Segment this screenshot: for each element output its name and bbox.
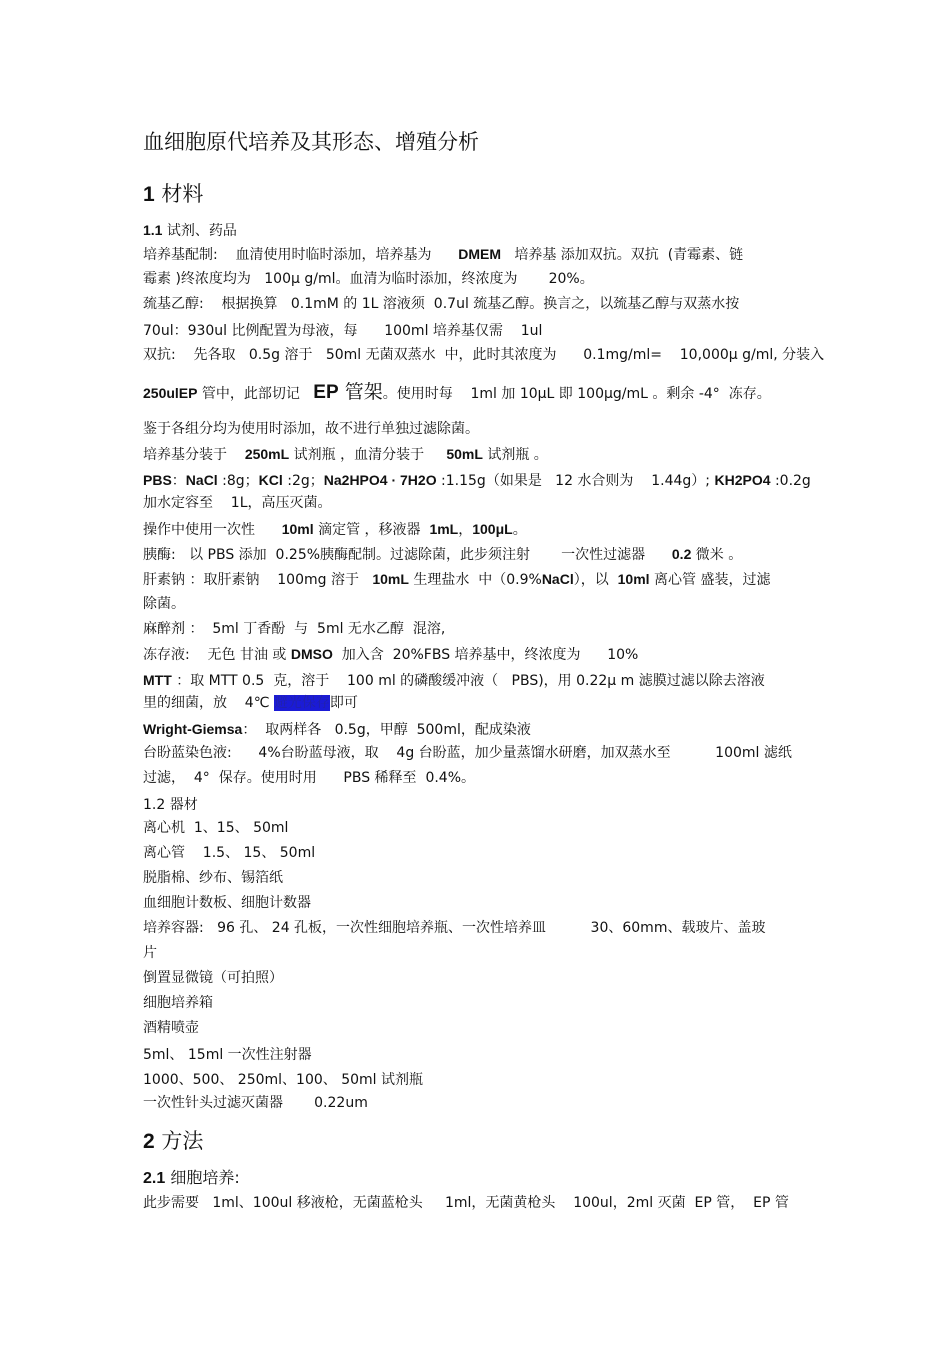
- equip-item: 离心管 1.5、 15、 50ml: [143, 845, 316, 861]
- subsection-2-1-number: 2.1: [143, 1170, 166, 1187]
- hep-e: ），以: [573, 572, 618, 588]
- ops-c: 滴定管 ，移液器: [313, 522, 430, 538]
- medium-line-1: [143, 245, 743, 264]
- antibiotic-text-e: 。使用时每 1ml 加 10μL 即 100μg/mL 。剩余 -4° 冻存。: [382, 386, 771, 402]
- heparin-line-2: 除菌。: [143, 596, 185, 612]
- pbs-b: ：: [171, 473, 186, 489]
- trypan-line-1: 台盼蓝染色液: 4%台盼蓝母液，取 4g 台盼蓝，加少量蒸馏水研磨，加双蒸水至 100ml 滤纸: [143, 745, 792, 761]
- split-a: 培养基分装于: [143, 447, 245, 463]
- split-b: 250mL: [244, 446, 290, 462]
- pbs-c: NaCl: [185, 472, 218, 488]
- hep-a: 肝素钠 ：取肝素钠 100mg 溶于: [143, 572, 373, 588]
- ops-g: 。: [512, 522, 527, 538]
- method-line: 此步需要 1ml、100ul 移液枪，无菌蓝枪头 1ml，无菌黄枪头 100ul，2ml 灭菌 EP 管， EP 管: [143, 1195, 789, 1211]
- ops-b: 10ml: [281, 521, 314, 537]
- anesthetic-line: 麻醉剂 ： 5ml 丁香酚 与 5ml 无水乙醇 混溶,: [143, 621, 446, 637]
- tryp-c: 微米 。: [691, 547, 743, 563]
- pbs-line-2: 加水定容至 1L，高压灭菌。: [143, 495, 332, 511]
- equip-item: 细胞培养箱: [143, 995, 213, 1011]
- mercaptoethanol-line-1: 巯基乙醇: 根据换算 0.1mM 的 1L 溶液须 0.7ul 巯基乙醇。换言之，以巯基乙醇与双蒸水按: [143, 296, 740, 312]
- wright-giemsa-line: [143, 720, 531, 739]
- split-e: 试剂瓶 。: [482, 447, 548, 463]
- pbs-i: KH2PO4: [714, 472, 771, 488]
- medium-line-2: 霉素 )终浓度均为 100μ g/ml。血清为临时添加，终浓度为 20%。: [143, 271, 594, 287]
- operations-line: [143, 520, 527, 539]
- equip-item: 片: [143, 945, 157, 961]
- wg-b: ： 取两样各 0.5g，甲醇 500ml，配成染液: [242, 722, 531, 738]
- hep-g: 离心管 盛装，过滤: [649, 572, 771, 588]
- tryp-b: 0.2: [671, 546, 692, 562]
- mtt-line-2: [143, 694, 358, 712]
- subsection-1-2-heading: 1.2 器材: [143, 797, 198, 813]
- hep-b: 10mL: [372, 571, 409, 587]
- equip-item: 1000、500、 250ml、100、 50ml 试剂瓶: [143, 1072, 424, 1088]
- equip-item: 一次性针头过滤灭菌器 0.22um: [143, 1095, 368, 1111]
- equip-item: 倒置显微镜（可拍照）: [143, 970, 283, 986]
- split-d: 50mL: [446, 446, 483, 462]
- pbs-e: KCl: [258, 472, 283, 488]
- freeze-c: 加入含 20%FBS 培养基中，终浓度为 10%: [332, 647, 639, 663]
- hep-c: 生理盐水 中（0.9%: [408, 572, 542, 588]
- freeze-a: 冻存液: 无色 甘油 或: [143, 647, 291, 663]
- section-1-number: 1: [143, 183, 155, 206]
- split-c: 试剂瓶 ，血清分装于: [289, 447, 447, 463]
- ops-a: 操作中使用一次性: [143, 522, 282, 538]
- ops-d: 1mL: [429, 521, 459, 537]
- mtt-line-1: [143, 671, 765, 690]
- antibiotic-ep: EP: [313, 382, 339, 403]
- pbs-line-1: [143, 471, 811, 490]
- section-2-heading: [143, 1128, 203, 1155]
- antibiotic-250ulep: 250ulEP: [143, 385, 198, 401]
- mtt-a: MTT: [143, 672, 172, 688]
- mtt-b: ：取 MTT 0.5 克，溶于 100 ml 的磷酸缓冲液（ PBS)，用 0.22μ m 滤膜过滤以除去溶液: [171, 673, 765, 689]
- document-title: 血细胞原代培养及其形态、增殖分析: [143, 130, 479, 154]
- pbs-d: :8g；: [217, 473, 259, 489]
- medium-text-a: 培养基配制: 血清使用时临时添加，培养基为: [143, 247, 459, 263]
- freeze-b: DMSO: [290, 646, 333, 662]
- section-2-number: 2: [143, 1130, 155, 1153]
- section-1-heading: [143, 181, 203, 208]
- medium-dmem: DMEM: [458, 246, 501, 262]
- antibiotic-text-b: 管中，此部切记: [197, 386, 314, 402]
- trypsin-line: [143, 545, 742, 564]
- antibiotic-line-3: 鉴于各组分均为使用时添加，故不进行单独过滤除菌。: [143, 421, 479, 437]
- mtt-l2c: 即可: [329, 695, 358, 711]
- pbs-h: :1.15g（如果是 12 水合则为 1.44g）;: [436, 473, 715, 489]
- antibiotic-line-1: 双抗: 先各取 0.5g 溶于 50ml 无菌双蒸水 中，此时其浓度为 0.1mg/ml= 10,000μ g/ml, 分装入: [143, 347, 825, 363]
- antibiotic-line-2: [143, 383, 771, 403]
- medium-text-c: 培养基 添加双抗。双抗 (青霉素、链: [501, 247, 744, 263]
- equip-item: 离心机 1、15、 50ml: [143, 820, 289, 836]
- subsection-2-1-heading: [143, 1168, 240, 1189]
- wg-a: Wright-Giemsa: [143, 721, 243, 737]
- hep-d: NaCl: [541, 571, 574, 587]
- subsection-1-1-label: 试剂、药品: [166, 223, 237, 239]
- mtt-highlight: 避光保存: [273, 695, 330, 711]
- subsection-1-1-heading: [143, 221, 237, 240]
- equip-item: 血细胞计数板、细胞计数器: [143, 895, 311, 911]
- subsection-2-1-label: 细胞培养:: [170, 1168, 240, 1187]
- equip-item: 脱脂棉、纱布、锡箔纸: [143, 870, 283, 886]
- equip-item: 酒精喷壶: [143, 1020, 199, 1036]
- section-2-label: 方法: [161, 1129, 204, 1153]
- trypan-line-2: 过滤， 4° 保存。使用时用 PBS 稀释至 0.4%。: [143, 770, 476, 786]
- heparin-line-1: [143, 570, 770, 589]
- ops-e: ，: [458, 522, 473, 538]
- equip-item: 培养容器: 96 孔、 24 孔板，一次性细胞培养瓶、一次性培养皿 30、60mm、载玻片、盖玻: [143, 920, 766, 936]
- section-1-label: 材料: [161, 182, 204, 206]
- hep-f: 10ml: [617, 571, 650, 587]
- antibiotic-rack: 管架: [338, 381, 383, 403]
- pbs-g: Na2HPO4 · 7H2O: [323, 472, 437, 488]
- pbs-j: :0.2g: [770, 473, 811, 489]
- mtt-l2a: 里的细菌，放 4℃: [143, 695, 274, 711]
- pbs-f: :2g；: [282, 473, 324, 489]
- tryp-a: 胰酶: 以 PBS 添加 0.25%胰酶配制。过滤除菌，此步须注射 一次性过滤器: [143, 547, 672, 563]
- pbs-a: PBS: [143, 472, 172, 488]
- freezing-line: [143, 645, 638, 664]
- equip-item: 5ml、 15ml 一次性注射器: [143, 1047, 312, 1063]
- subsection-1-1-number: 1.1: [143, 222, 163, 238]
- split-line: [143, 445, 548, 464]
- ops-f: 100μL: [472, 521, 513, 537]
- mercaptoethanol-line-2: 70ul：930ul 比例配置为母液，每 100ml 培养基仅需 1ul: [143, 323, 543, 339]
